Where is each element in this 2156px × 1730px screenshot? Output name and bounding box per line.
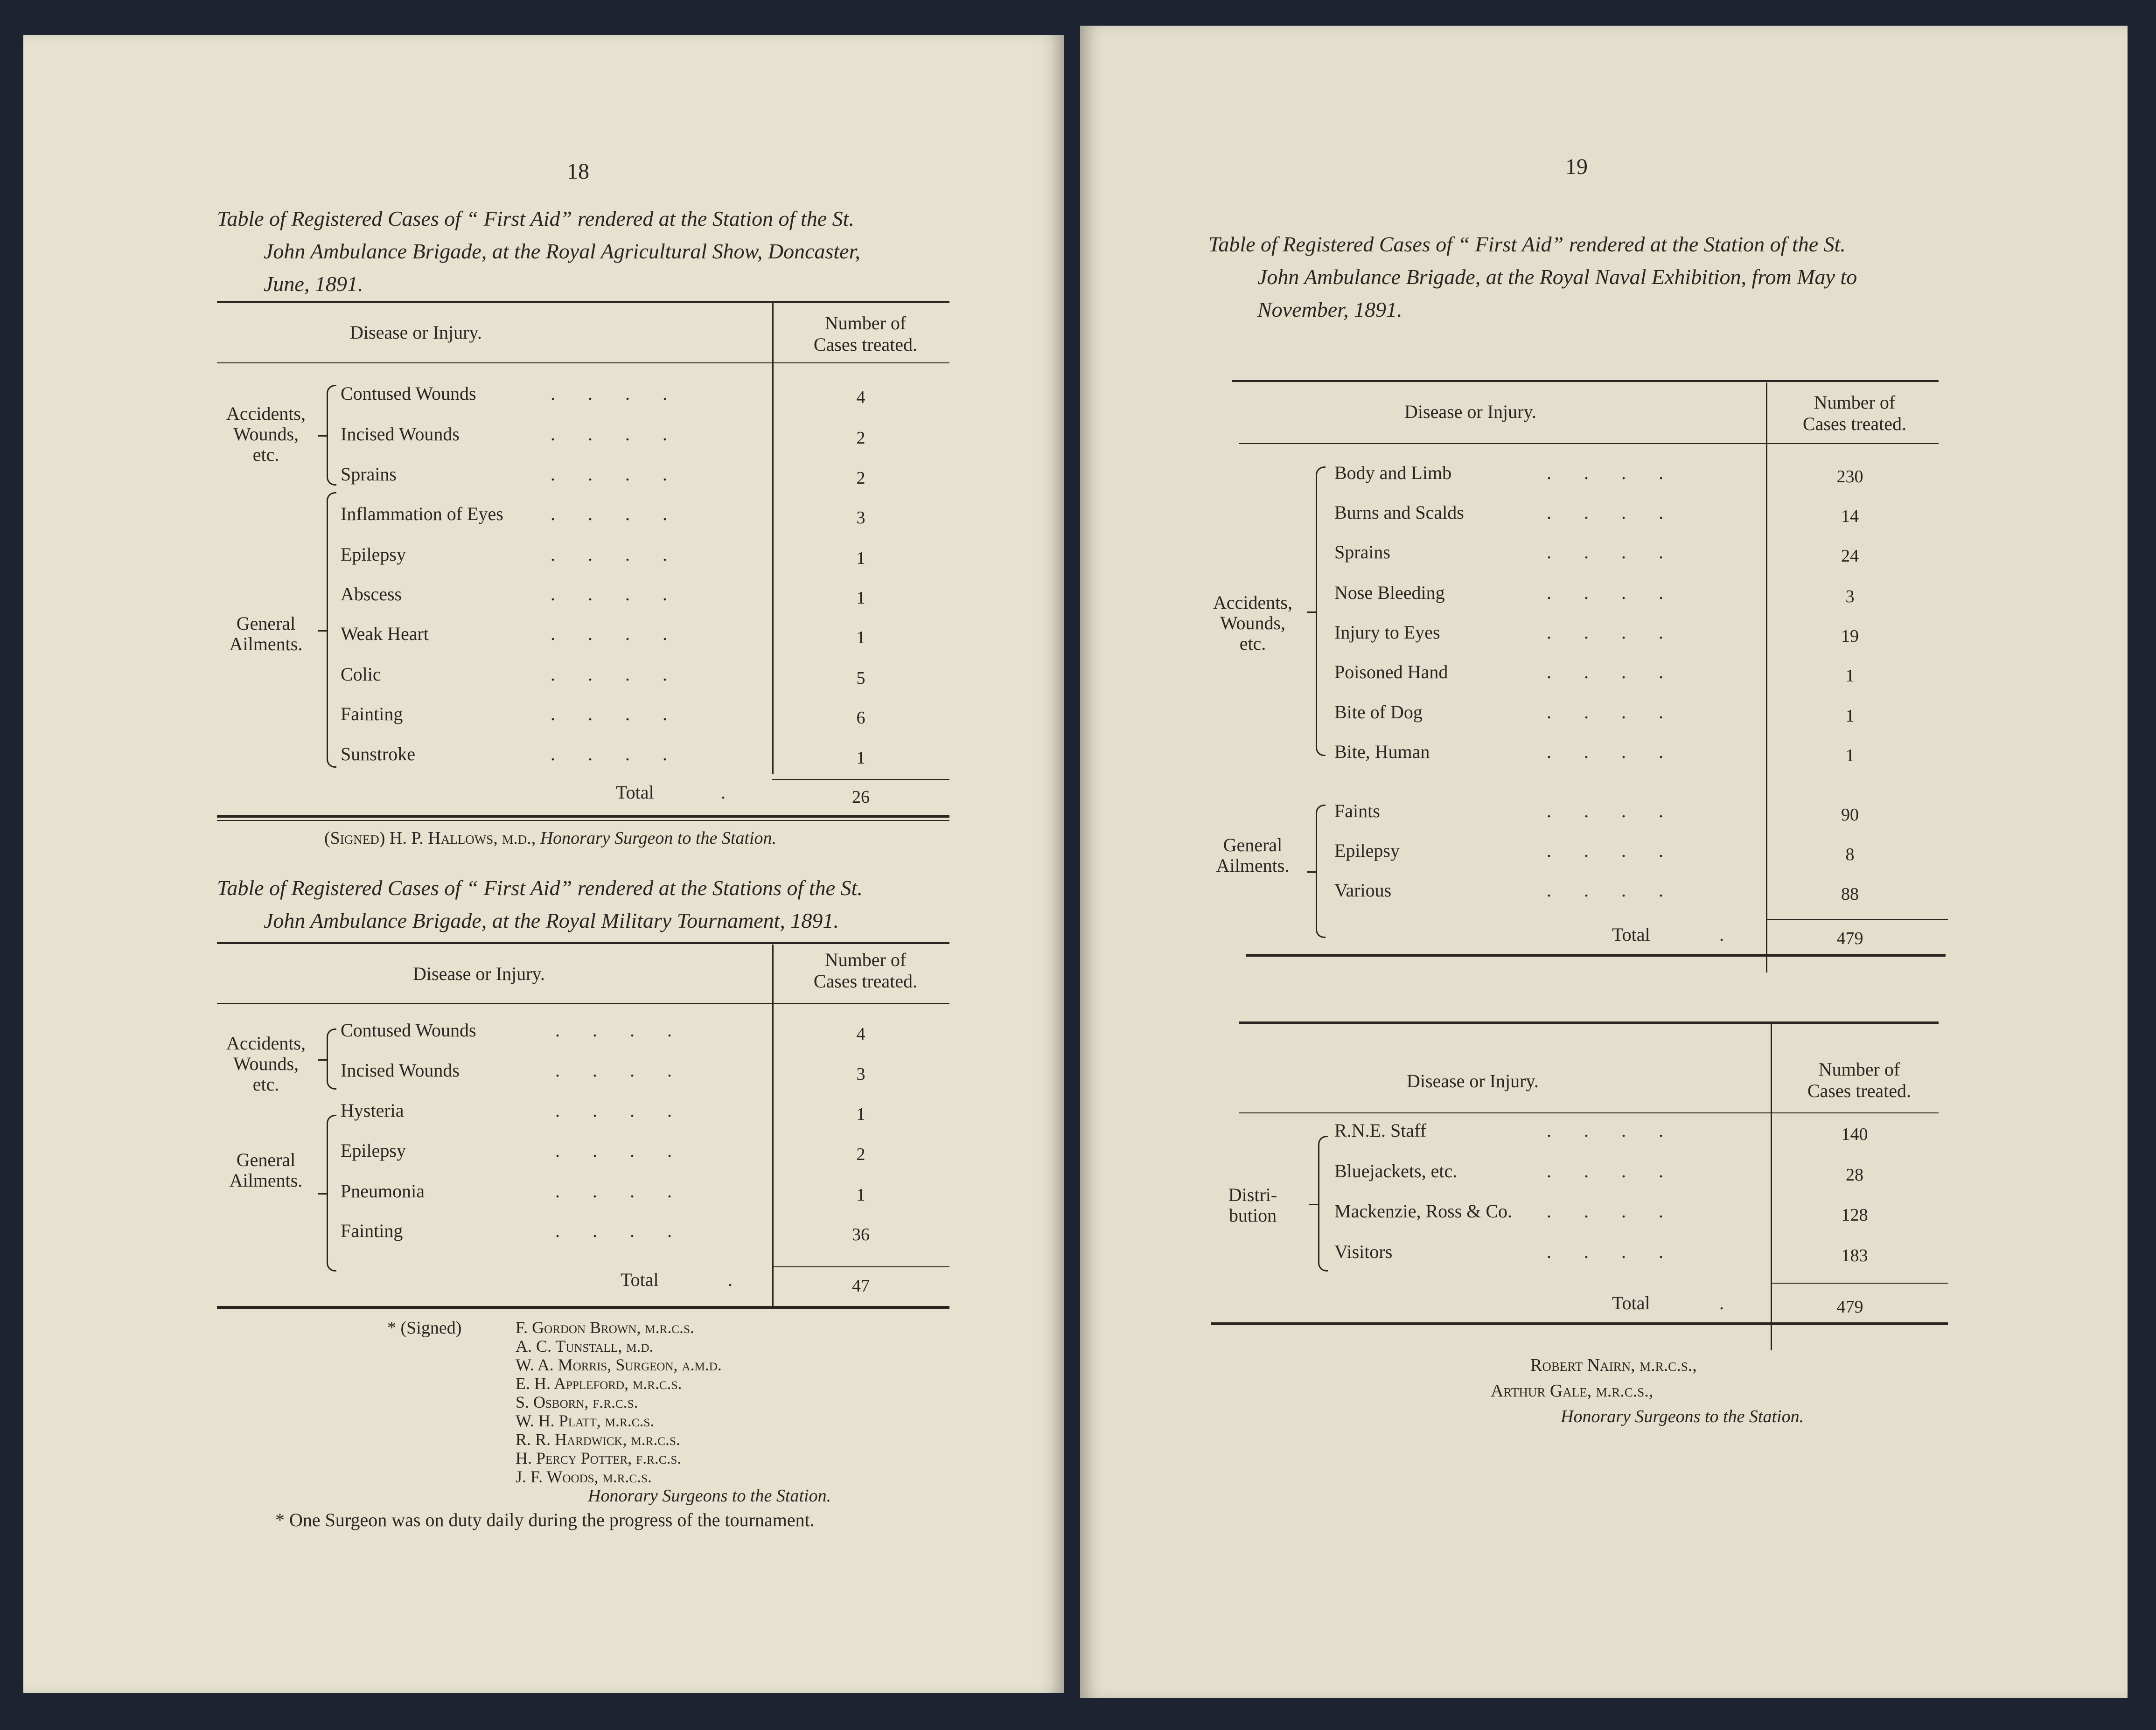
leader-dots: . . . . (555, 1060, 672, 1081)
row-label: Contused Wounds (341, 383, 476, 404)
table-caption: John Ambulance Brigade, at the Royal Naval Exhibition, from May to (1257, 265, 1857, 289)
row-value: 1 (1845, 746, 1855, 765)
page-number: 18 (567, 159, 589, 184)
leader-dots: . . . . (1547, 1241, 1663, 1262)
leader-dots: . . . . (1547, 741, 1663, 762)
group-label: Accidents, Wounds, etc. (226, 403, 306, 465)
page-number: 19 (1565, 154, 1588, 179)
row-label: Fainting (341, 1220, 403, 1241)
leader-dots: . . . . (1547, 542, 1663, 563)
row-label: Hysteria (341, 1100, 404, 1121)
row-label: Various (1334, 880, 1392, 901)
leader-dots: . . . . (551, 424, 667, 445)
leader-dots: . . . . (1547, 582, 1663, 603)
footnote: * One Surgeon was on duty daily during the progress of the tournament. (275, 1509, 815, 1530)
row-label: Incised Wounds (341, 424, 460, 445)
total-value: 26 (852, 787, 870, 807)
leader-dots: . . . . (555, 1100, 672, 1121)
column-header-disease: Disease or Injury. (413, 963, 545, 984)
leader-dots: . . . . (551, 584, 667, 604)
row-value: 8 (1845, 845, 1855, 864)
leader-dots: . . . . (1547, 622, 1663, 643)
row-value: 1 (856, 748, 865, 768)
column-header-number: Number of Cases treated. (1802, 392, 1907, 434)
leader-dots: . . . . (551, 743, 667, 764)
row-label: Visitors (1334, 1241, 1393, 1262)
row-value: 6 (856, 708, 865, 728)
row-value: 183 (1841, 1246, 1868, 1265)
row-label: Sunstroke (341, 743, 415, 764)
row-value: 4 (856, 388, 865, 407)
leader-dots: . . . . (1547, 1201, 1663, 1222)
group-label: Accidents, Wounds, etc. (226, 1033, 306, 1095)
leader-dots: . . . . (551, 623, 667, 644)
signatory: Arthur Gale, m.r.c.s., (1491, 1381, 1654, 1401)
row-value: 3 (856, 1064, 865, 1084)
leader-dots: . . . . (1547, 800, 1663, 821)
leader-dots: . . . . (1547, 840, 1663, 861)
row-value: 28 (1846, 1165, 1863, 1185)
row-label: Nose Bleeding (1334, 582, 1445, 603)
column-header-number: Number of Cases treated. (1807, 1059, 1912, 1101)
row-label: Incised Wounds (341, 1060, 460, 1081)
signature-line: (Signed) H. P. Hallows, m.d., Honorary Surgeon to the Station. (324, 828, 777, 848)
total-label: Total (1612, 924, 1650, 945)
leader-dots: . . . . (1547, 880, 1663, 901)
group-label: General Ailments. (1216, 834, 1290, 876)
row-value: 90 (1841, 805, 1859, 825)
total-value: 47 (852, 1276, 870, 1296)
row-label: Contused Wounds (341, 1020, 476, 1041)
table-caption: Table of Registered Cases of “ First Aid” rendered at the Station of the St. (217, 207, 854, 230)
row-label: Sprains (1334, 542, 1390, 563)
leader-dots: . . . . (1547, 702, 1663, 723)
row-value: 1 (856, 588, 865, 608)
row-label: Epilepsy (1334, 840, 1400, 861)
row-label: Bite, Human (1334, 741, 1430, 762)
row-value: 4 (856, 1024, 865, 1044)
row-value: 24 (1841, 546, 1859, 566)
row-label: Pneumonia (341, 1181, 425, 1202)
signed-prefix: * (Signed) (387, 1318, 462, 1338)
row-label: Burns and Scalds (1334, 502, 1464, 523)
row-label: Abscess (341, 584, 402, 604)
row-label: Epilepsy (341, 544, 406, 565)
leader-dots: . . . . (1547, 462, 1663, 483)
row-value: 1 (1845, 706, 1855, 726)
signatory: Robert Nairn, m.r.c.s., (1530, 1355, 1697, 1375)
leader-dots: . . . . (1547, 1120, 1663, 1141)
row-value: 3 (1845, 587, 1855, 606)
column-header-number: Number of Cases treated. (813, 949, 918, 992)
row-label: Bite of Dog (1334, 702, 1423, 723)
column-header-disease: Disease or Injury. (350, 322, 482, 343)
table-caption: John Ambulance Brigade, at the Royal Military Tournament, 1891. (264, 909, 839, 932)
total-label: Total (1612, 1292, 1650, 1313)
leader-dots: . . . . (555, 1181, 672, 1202)
row-value: 36 (852, 1225, 870, 1244)
signatory: E. H. Appleford, m.r.c.s. (516, 1374, 682, 1393)
row-label: R.N.E. Staff (1334, 1120, 1427, 1141)
row-value: 2 (856, 468, 865, 488)
signatory: A. C. Tunstall, m.d. (516, 1337, 654, 1355)
leader-dots: . . . . (551, 664, 667, 685)
signatory: W. H. Platt, m.r.c.s. (516, 1411, 655, 1430)
group-label: General Ailments. (229, 1149, 303, 1191)
left-page: 18 Table of Registered Cases of “ First Aid” rendered at the Station of the St. John Ambulance Brigade, at the Royal Agricultural Show, Doncaster, June, 1891. Disease or Injury. Number of Cases treated. Accidents, Wounds, etc. General Ailments. Contused Wounds . . . . 4 Incised Wounds . . . . 2 Sprains . . . . 2 Inflammation of Eyes . . . . 3 Epilepsy . . . . 1 Abscess . . . . 1 Weak Heart . . . . 1 Colic . . . . 5 Fainting . . . . 6 Sunstroke . . . . 1 Total . 26 (Signed) H. P. Hallows, m.d., Honorary Surgeon to the Station. Table of Registered Cases of “ First Aid” rendered at the Stations of the St. John Ambulance Brigade, at the Royal Military Tournament, 1891. Disease or Injury. Number of Cases treated. Accidents, Wounds, etc. General Ailments. Contused Wounds . . . . 4 Incised Wounds . . . . 3 Hysteria . . . . 1 Epilepsy . . . . 2 Pneumonia . . . . 1 Fainting . . . . 36 Total . 47 * (Signed) F. Gordon Brown, m.r.c.s. A. C. Tunstall, m.d. W. A. Morris, Surgeon, a.m.d. E. H. Appleford, m.r.c.s. S. Osborn, f.r.c.s. W. H. Platt, m.r.c.s. R. R. Hardwick, m.r.c.s. H. Percy Potter, f.r.c.s. J. F. Woods, m.r.c.s. Honorary Surgeons to the Station. * One Surgeon was on duty daily during the progress of the tournament. (23, 35, 1064, 1693)
row-label: Faints (1334, 800, 1380, 821)
signatory: S. Osborn, f.r.c.s. (516, 1393, 638, 1411)
leader-dots: . . . . (1547, 661, 1663, 682)
row-value: 128 (1841, 1205, 1868, 1225)
row-value: 19 (1841, 626, 1859, 646)
row-value: 3 (856, 508, 865, 528)
row-label: Epilepsy (341, 1140, 406, 1161)
leader-dots: . . . . (551, 464, 667, 485)
leader-dots: . . . . (1547, 502, 1663, 523)
total-label: Total (621, 1269, 659, 1290)
signatory: J. F. Woods, m.r.c.s. (516, 1467, 652, 1486)
group-label: General Ailments. (229, 613, 303, 654)
signature-role: Honorary Surgeons to the Station. (588, 1486, 831, 1506)
total-value: 479 (1836, 929, 1863, 948)
row-value: 1 (856, 1105, 865, 1124)
group-label: Distri- bution (1228, 1184, 1277, 1226)
row-label: Injury to Eyes (1334, 622, 1440, 643)
right-page: 19 Table of Registered Cases of “ First Aid” rendered at the Station of the St. John Ambulance Brigade, at the Royal Naval Exhibition, from May to November, 1891. Disease or Injury. Number of Cases treated. Accidents, Wounds, etc. General Ailments. Body and Limb . . . . 230 Burns and Scalds . . . . 14 Sprains . . . . 24 Nose Bleeding . . . . 3 Injury to Eyes . . . . 19 Poisoned Hand . . . . 1 Bite of Dog . . . . 1 Bite, Human . . . . 1 Faints . . . . 90 Epilepsy . . . . 8 Various . . . . 88 Total . 479 Disease or Injury. Number of Cases treated. Distri- bution R.N.E. Staff . . . . 140 Bluejackets, etc. . . . . 28 Mackenzie, Ross & Co. . . . . 128 Visitors . . . . 183 Total . 479 Robert Nairn, m.r.c.s., Arthur Gale, m.r.c.s., Honorary Surgeons to the Station. (1080, 26, 2128, 1698)
leader-dots: . . . . (1547, 1160, 1663, 1181)
row-value: 5 (856, 668, 865, 688)
leader-dots: . . . . (551, 703, 667, 724)
row-label: Fainting (341, 703, 403, 724)
signatory: W. A. Morris, Surgeon, a.m.d. (516, 1355, 722, 1374)
group-label: Accidents, Wounds, etc. (1213, 592, 1292, 654)
column-header-disease: Disease or Injury. (1404, 401, 1536, 422)
leader-dots: . . . . (555, 1220, 672, 1241)
leader-dots: . . . . (555, 1140, 672, 1161)
row-label: Poisoned Hand (1334, 661, 1448, 682)
row-value: 140 (1841, 1125, 1868, 1144)
column-header-disease: Disease or Injury. (1407, 1070, 1539, 1091)
row-label: Mackenzie, Ross & Co. (1334, 1201, 1513, 1222)
total-value: 479 (1836, 1297, 1863, 1317)
row-value: 14 (1841, 507, 1859, 526)
row-value: 1 (856, 549, 865, 568)
table-caption: John Ambulance Brigade, at the Royal Agricultural Show, Doncaster, (264, 239, 860, 263)
row-value: 2 (856, 428, 865, 448)
table-caption: Table of Registered Cases of “ First Aid” rendered at the Station of the St. (1208, 232, 1846, 256)
leader-dots: . . . . (551, 503, 667, 524)
row-label: Inflammation of Eyes (341, 503, 503, 524)
row-label: Colic (341, 664, 381, 685)
row-label: Sprains (341, 464, 397, 485)
table-caption: November, 1891. (1257, 298, 1402, 321)
row-label: Weak Heart (341, 623, 429, 644)
leader-dots: . . . . (551, 544, 667, 565)
total-label: Total (616, 782, 654, 803)
leader-dots: . . . . (555, 1020, 672, 1041)
row-value: 1 (1845, 666, 1855, 686)
row-value: 2 (856, 1145, 865, 1164)
column-header-number: Number of Cases treated. (813, 313, 918, 355)
table-caption: Table of Registered Cases of “ First Aid” rendered at the Stations of the St. (217, 876, 863, 900)
leader-dots: . . . . (551, 383, 667, 404)
row-value: 230 (1836, 467, 1863, 486)
row-value: 88 (1841, 884, 1859, 904)
signature-role: Honorary Surgeons to the Station. (1561, 1407, 1804, 1426)
row-label: Bluejackets, etc. (1334, 1160, 1458, 1181)
table-caption: June, 1891. (264, 272, 363, 296)
signatory: R. R. Hardwick, m.r.c.s. (516, 1430, 680, 1449)
signatory: F. Gordon Brown, m.r.c.s. (516, 1318, 694, 1337)
row-value: 1 (856, 628, 865, 647)
row-value: 1 (856, 1185, 865, 1205)
signatory: H. Percy Potter, f.r.c.s. (516, 1449, 682, 1467)
row-label: Body and Limb (1334, 462, 1452, 483)
